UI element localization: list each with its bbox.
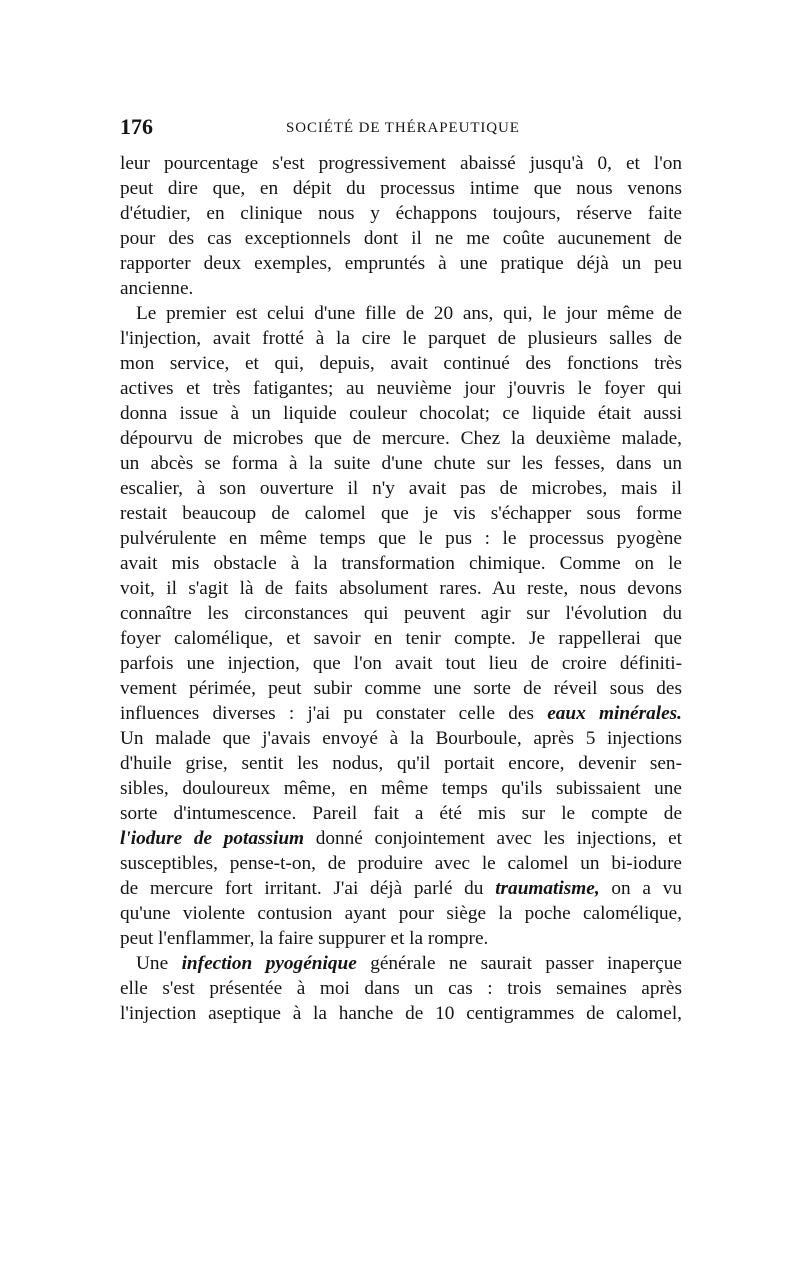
text-line: Un malade que j'avais envoyé à la Bourboule, après 5 injections (120, 728, 682, 749)
emphasis-run: l'iodure de potassium (120, 828, 305, 849)
text-line: peut l'enflammer, la faire suppurer et la rompre. (120, 928, 489, 949)
text-line: rapporter deux exemples, empruntés à une pratique déjà un peu (120, 253, 682, 274)
text-line: dépourvu de microbes que de mercure. Chez la deuxième malade, (120, 428, 682, 449)
text-line: d'huile grise, sentit les nodus, qu'il portait encore, devenir sen- (120, 753, 682, 774)
text-line: peut dire que, en dépit du processus intime que nous venons (120, 178, 682, 199)
running-title: SOCIÉTÉ DE THÉRAPEUTIQUE (286, 120, 520, 136)
text-line: parfois une injection, que l'on avait tout lieu de croire définiti- (120, 653, 682, 674)
text-line: l'injection aseptique à la hanche de 10 centigrammes de calomel, (120, 1003, 682, 1024)
body-text (120, 151, 682, 1026)
text-line: vement périmée, peut subir comme une sorte de réveil sous des (120, 678, 682, 699)
text-line: un abcès se forma à la suite d'une chute sur les fesses, dans un (120, 453, 682, 474)
text-line: susceptibles, pense-t-on, de produire avec le calomel un bi-iodure (120, 853, 682, 874)
emphasis-run: eaux minérales. (547, 703, 682, 724)
text-line: pulvérulente en même temps que le pus : le processus pyogène (120, 528, 682, 549)
text-run: on a vu (599, 878, 682, 899)
emphasis-run: traumatisme, (495, 878, 600, 899)
text-line: Le premier est celui d'une fille de 20 ans, qui, le jour même de (136, 303, 682, 324)
text-line: sorte d'intumescence. Pareil fait a été mis sur le compte de (120, 803, 682, 824)
text-line: ancienne. (120, 278, 194, 299)
text-line: escalier, à son ouverture il n'y avait pas de microbes, mais il (120, 478, 682, 499)
text-line: restait beaucoup de calomel que je vis s'échapper sous forme (120, 503, 682, 524)
text-line: pour des cas exceptionnels dont il ne me coûte aucunement de (120, 228, 682, 249)
text-line (120, 876, 682, 901)
page-number: 176 (120, 114, 153, 139)
emphasis-run: infection pyogénique (181, 953, 357, 974)
text-line (120, 951, 682, 976)
text-line: foyer calomélique, et savoir en tenir compte. Je rappellerai que (120, 628, 682, 649)
text-line: donna issue à un liquide couleur chocolat; ce liquide était aussi (120, 403, 682, 424)
text-run: générale ne saurait passer inaperçue (356, 953, 682, 974)
page-header (120, 113, 682, 141)
paragraph-1 (120, 151, 682, 301)
text-run: de mercure fort irritant. J'ai déjà parlé du (120, 878, 496, 899)
text-line: actives et très fatigantes; au neuvième jour j'ouvris le foyer qui (120, 378, 682, 399)
text-line: l'injection, avait frotté à la cire le parquet de plusieurs salles de (120, 328, 682, 349)
text-line: avait mis obstacle à la transformation chimique. Comme on le (120, 553, 682, 574)
text-run: donné conjointement avec les injections, et (304, 828, 682, 849)
text-line: voit, il s'agit là de faits absolument rares. Au reste, nous devons (120, 578, 682, 599)
text-line: d'étudier, en clinique nous y échappons toujours, réserve faite (120, 203, 682, 224)
text-line: leur pourcentage s'est progressivement abaissé jusqu'à 0, et l'on (120, 153, 682, 174)
text-line (120, 826, 682, 851)
text-line: connaître les circonstances qui peuvent agir sur l'évolution du (120, 603, 682, 624)
paragraph-3 (120, 951, 682, 1026)
paragraph-2 (120, 301, 682, 951)
text-line: mon service, et qui, depuis, avait continué des fonctions très (120, 353, 682, 374)
text-line (120, 701, 682, 726)
text-line: qu'une violente contusion ayant pour siège la poche calomélique, (120, 903, 682, 924)
text-run: influences diverses : j'ai pu constater celle des (120, 703, 548, 724)
text-run: Une (136, 953, 182, 974)
text-line: elle s'est présentée à moi dans un cas : trois semaines après (120, 978, 682, 999)
text-line: sibles, douloureux même, en même temps qu'ils subissaient une (120, 778, 682, 799)
